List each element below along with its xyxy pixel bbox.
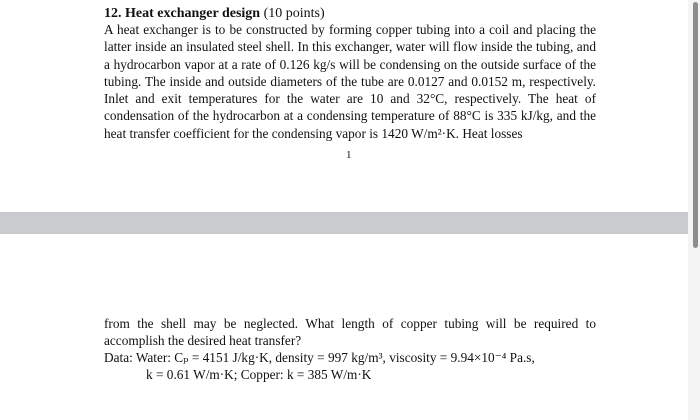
problem-statement-part-2: from the shell may be neglected. What length of copper tubing will be required to accomplish the desired heat transfer? (104, 316, 596, 349)
page-number: 1 (346, 149, 352, 161)
problem-title: 12. Heat exchanger design (104, 6, 261, 21)
document-page-1 (0, 0, 688, 212)
problem-heading (104, 5, 325, 22)
problem-points: (10 points) (263, 6, 325, 21)
scrollbar-thumb[interactable] (693, 2, 698, 248)
problem-statement-part-1: A heat exchanger is to be constructed by forming copper tubing into a coil and placing the latter inside an insulated steel shell. In this exchanger, water will flow inside the tubing, and a hydrocarbon vapor at a rate of 0.126 kg/s will be condensing on the outside surface of the tubing. The inside and outside diameters of the tube are 0.0127 and 0.0152 m, respectively. Inlet and exit temperatures for the water are 10 and 32°C, respectively. The heat of condensation of the hydrocarbon at a condensing temperature of 88°C is 335 kJ/kg, and the heat transfer coefficient for the condensing vapor is 1420 W/m²·K. Heat losses (104, 22, 596, 141)
data-line-water: Data: Water: Cₚ = 4151 J/kg·K, density = 997 kg/m³, viscosity = 9.94×10⁻⁴ Pa.s, (104, 350, 535, 365)
data-line-copper: k = 0.61 W/m·K; Copper: k = 385 W/m·K (146, 367, 372, 382)
page-separator (0, 212, 688, 234)
vertical-scrollbar[interactable] (688, 0, 700, 420)
